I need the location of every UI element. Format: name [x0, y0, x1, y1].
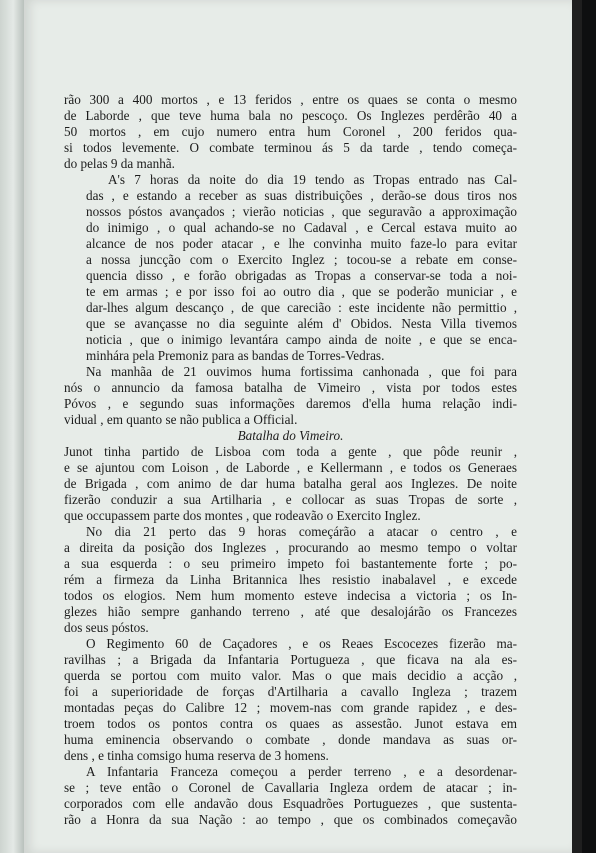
text-line: dar-lhes algum descanço , de que carecião : este incidente não permittio ,: [86, 300, 517, 315]
text-line: nossos póstos avançados ; vierão noticias , que seguravão a approximação: [86, 204, 517, 219]
text-line: huma eminencia observando o combate , donde mandava as suas or-: [64, 732, 517, 747]
text-line: troem todos os pontos contra os quaes as assestão. Junot estava em: [64, 716, 517, 731]
text-line: glezes hião sempre ganhando terreno , até que desalojárão os Francezes: [64, 604, 517, 619]
text-line: te em armas ; e por isso foi ao outro dia , que se poderão municiar , e: [86, 284, 517, 299]
text-line: ravilhas ; a Brigada da Infantaria Portugueza , que ficava na ala es-: [64, 652, 517, 667]
text-line: de Laborde , que teve huma bala no pescoço. Os Inglezes perdêrão 40 a: [64, 108, 517, 123]
text-line: A's 7 horas da noite do dia 19 tendo as Tropas entrado nas Cal-: [108, 172, 517, 187]
text-line: das , e estando a receber as suas distribuições , derão-se dous tiros nos: [86, 188, 517, 203]
text-line: 50 mortos , em cujo numero entra hum Coronel , 200 feridos qua-: [64, 124, 517, 139]
paragraph-3: [64, 364, 517, 428]
text-line: vidual , em quanto se não publica a Official.: [64, 412, 298, 427]
text-line: quencia disso , e forão obrigadas as Tropas a conservar-se toda a noi-: [86, 268, 517, 283]
paragraph-5: [64, 524, 517, 636]
text-line: de Brigada , com animo de dar huma batalha geral aos Inglezes. De noite: [64, 476, 517, 491]
text-line: do inimigo , o qual achando-se no Cadaval , e Cercal estava muito ao: [86, 220, 517, 235]
text-line: rão a Honra da sua Nação : ao tempo , que os combinados começavão: [64, 812, 517, 827]
text-line: se ; teve então o Coronel de Cavallaria Ingleza ordem de atacar ; in-: [64, 780, 517, 795]
text-line: do pelas 9 da manhã.: [64, 156, 175, 171]
page-edge-shadow: [572, 0, 582, 853]
text-line: que occupassem parte dos montes , que rodeavão o Exercito Inglez.: [64, 508, 421, 523]
page-text: [64, 92, 517, 828]
paragraph-1: [64, 92, 517, 172]
text-line: montadas peças do Calibre 12 ; movem-nas com grande rapidez , e des-: [64, 700, 517, 715]
text-line: minhára pela Premoniz para as bandas de Torres-Vedras.: [86, 348, 385, 363]
text-line: rão 300 a 400 mortos , e 13 feridos , entre os quaes se conta o mesmo: [64, 92, 517, 107]
paragraph-2: [64, 172, 517, 364]
text-line: rém a firmeza da Linha Britannica lhes resistio inabalavel , e excede: [64, 572, 517, 587]
text-line: e se ajuntou com Loison , de Laborde , e Kellermann , e todos os Generaes: [64, 460, 517, 475]
text-line: Junot tinha partido de Lisboa com toda a gente , que pôde reunir ,: [64, 444, 517, 459]
text-line: fizerão conduzir a sua Artilharia , e collocar as suas Tropas de sorte ,: [64, 492, 517, 507]
text-line: Póvos , e segundo suas informações daremos d'ella huma relação indi-: [64, 396, 517, 411]
text-line: dens , e tinha comsigo huma reserva de 3 homens.: [64, 748, 329, 763]
text-line: alcance de nos poder atacar , e lhe convinha muito faze-lo para evitar: [86, 236, 517, 251]
paragraph-6: [64, 636, 517, 764]
text-line: que se avançasse no dia seguinte além d' Obidos. Nesta Villa tivemos: [86, 316, 517, 331]
paragraph-4: [64, 444, 517, 524]
text-line: todos os elogios. Nem hum momento esteve indecisa a victoria ; os In-: [64, 588, 517, 603]
text-line: O Regimento 60 de Caçadores , e os Reaes Escocezes fizerão ma-: [86, 636, 517, 651]
paragraph-7: [64, 764, 517, 828]
text-line: Na manhãa de 21 ouvimos huma fortissima canhonada , que foi para: [86, 364, 517, 379]
text-line: A Infantaria Franceza começou a perder terreno , e a desordenar-: [86, 764, 517, 779]
section-title: Batalha do Vimeiro.: [237, 428, 344, 443]
text-line: si todos levemente. O combate terminou ás 5 da tarde , tendo começa-: [64, 140, 517, 155]
text-line: a sua esquerda : o seu primeiro impeto foi bastantemente forte ; po-: [64, 556, 517, 571]
text-line: No dia 21 perto das 9 horas começárão a atacar o centro , e: [86, 524, 517, 539]
text-line: querda se portou com muito valor. Mas o que mais decidio a acção ,: [64, 668, 517, 683]
background: [582, 0, 596, 853]
text-line: dos seus póstos.: [64, 620, 149, 635]
text-line: foi a superioridade de forças d'Artilharia a cavallo Ingleza ; trazem: [64, 684, 517, 699]
text-line: a direita da posição dos Inglezes , procurando ao mesmo tempo o voltar: [64, 540, 517, 555]
text-line: corporados com elle andavão dous Esquadrões Portuguezes , que sustenta-: [64, 796, 517, 811]
text-line: noticia , que o inimigo levantára campo ainda de noite , e que se enca-: [86, 332, 517, 347]
text-line: nós o annuncio da famosa batalha de Vimeiro , vista por todos estes: [64, 380, 517, 395]
book-spine: [0, 0, 24, 853]
text-line: a nossa juncção com o Exercito Inglez ; tocou-se a rebate em conse-: [86, 252, 517, 267]
